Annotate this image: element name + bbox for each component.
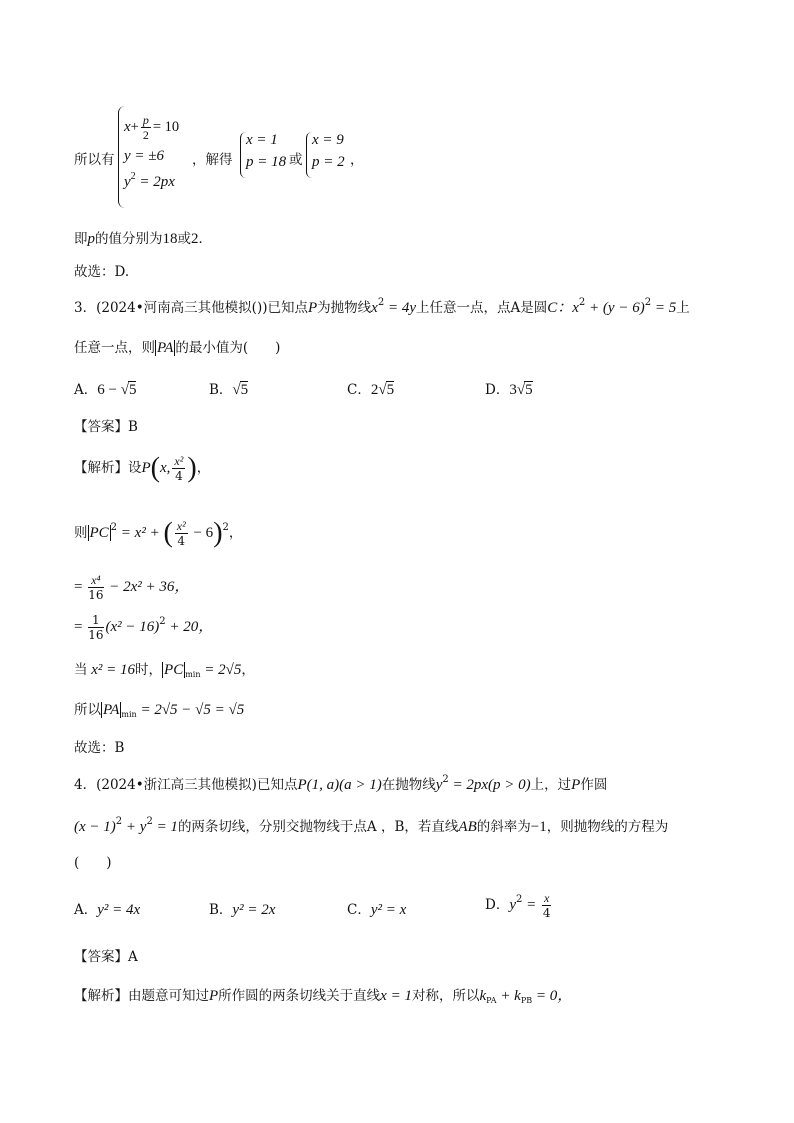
- q4-option-d[interactable]: D．$y^2$ = $\frac{x}{4}$: [485, 891, 551, 920]
- q4-option-c[interactable]: C．y² = x: [347, 902, 407, 918]
- q4-line-2: $(x - 1)^2 + y^2 = 1$的两条切线，分别交抛物线于点A ，B，若直线AB的斜率为−1，则抛物线的方程为: [74, 816, 669, 835]
- q3-step-3: = $\frac{1}{16}$ $(x^2 - 16)^2 + 20$，: [74, 613, 214, 642]
- equation-3: $y^2 = 2px$: [124, 171, 175, 190]
- q3-option-b[interactable]: B．√5: [209, 382, 249, 398]
- q3-analysis-1: 【解析】设P(x, $\frac{\text{x²}}{4}$ )，: [74, 452, 211, 484]
- q4-analysis-1: 【解析】由题意可知过P所作圆的两条切线关于直线x = 1对称，所以$k_{PA} + k_{PB} = 0$，: [74, 988, 573, 1005]
- q3-option-c[interactable]: C．2√5: [347, 382, 395, 398]
- p-values-line: 即p的值分别为18或2．: [74, 231, 212, 247]
- q3-step-1: 则 PC $^2$ = x² + ( $\frac{\text{x²}}{4}$ − 6)$^2$，: [74, 517, 243, 549]
- q3-step-2: = $\frac{\text{x⁴}}{16}$ − 2x² + 36，: [74, 573, 190, 602]
- q3-option-d[interactable]: D．3√5: [485, 382, 533, 398]
- q3-line-1: 3．(2024•河南高三其他模拟())已知点P为抛物线$x^2 = 4y$上任意一点，点A是圆C：$x^2 + (y - 6)^2 = 5$上: [74, 297, 690, 316]
- text-comma: ，: [350, 152, 364, 168]
- q4-line-3: ( ): [74, 855, 112, 871]
- q3-answer-tag: 【答案】B: [74, 419, 138, 435]
- equation-2: y = ±6: [124, 148, 165, 164]
- equation-1: x+ $\frac{p}{2}$ = 10: [124, 113, 180, 142]
- q3-option-a[interactable]: A．6 − √5: [74, 382, 137, 398]
- q3-line-2: 任意一点，则 PA 的最小值为( ): [74, 340, 281, 356]
- answer-line-1: 故选：D.: [74, 264, 130, 280]
- q3-step-4: 当 x² = 16时， PC $_{min}$ = 2√5，: [74, 662, 255, 679]
- text-solve: ，解得: [192, 152, 233, 168]
- q4-line-1: 4．(2024•浙江高三其他模拟)已知点P(1, a)(a > 1)在抛物线$y^2 = 2px(p > 0)$上，过P作圆: [74, 774, 608, 793]
- q4-option-b[interactable]: B．y² = 2x: [209, 902, 276, 918]
- text-prefix: 所以有: [74, 152, 115, 168]
- q3-step-5: 所以 PA $_{min}$ = 2√5 − √5 = √5: [74, 702, 245, 719]
- q4-answer-tag: 【答案】A: [74, 949, 138, 965]
- text-or: 或: [289, 152, 303, 168]
- q3-answer: 故选：B: [74, 740, 125, 756]
- q4-option-a[interactable]: A．y² = 4x: [74, 902, 141, 918]
